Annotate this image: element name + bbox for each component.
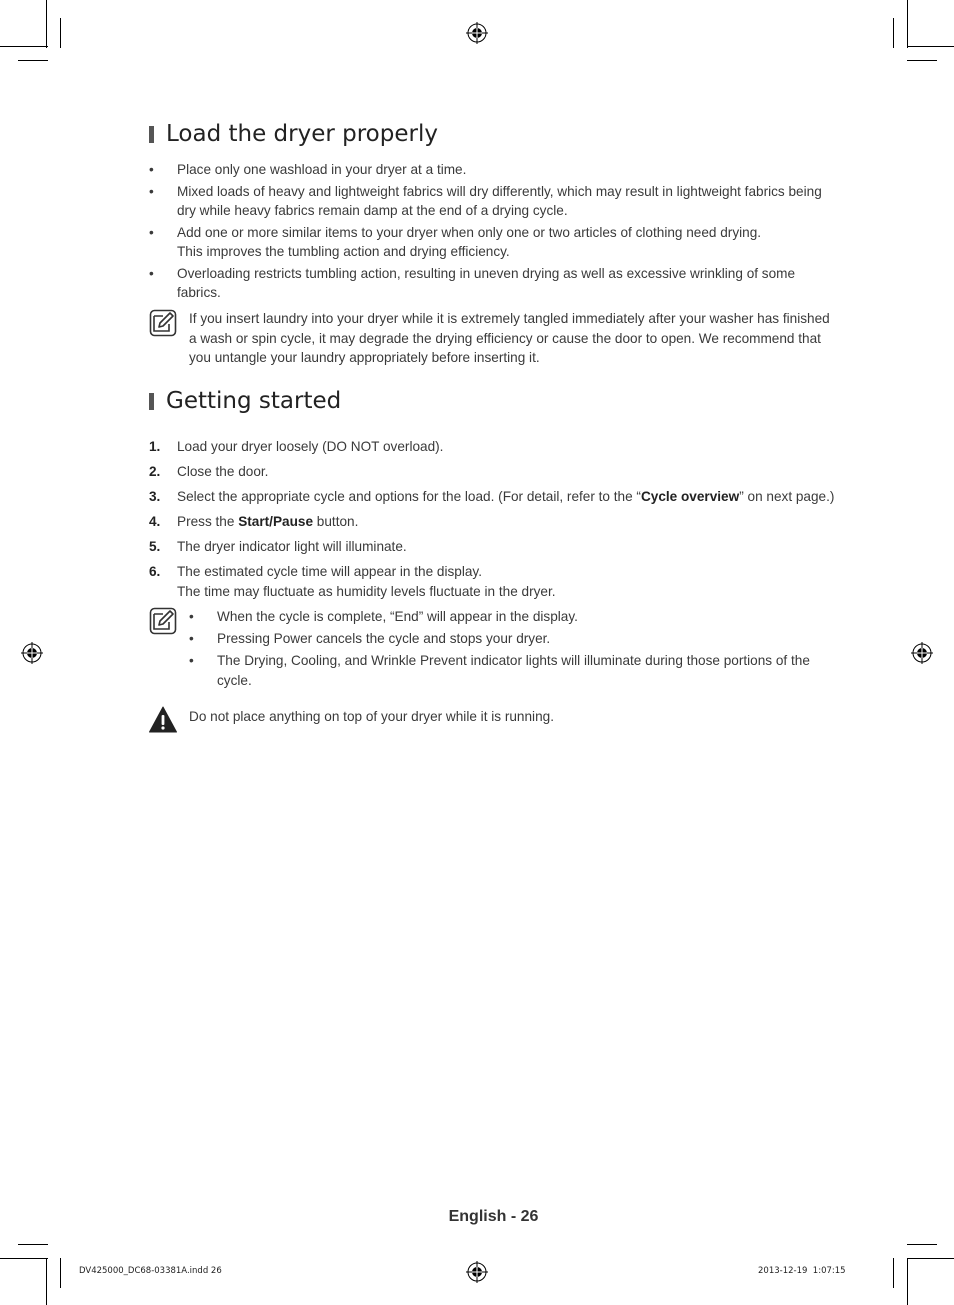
note-text: If you insert laundry into your dryer while it is extremely tangled immediately after your washer has finished a wash or spin cycle, it may degrade the drying efficiency or cause the door to open. We recommend that you untangle your laundry appropriately before inserting it.	[189, 311, 830, 365]
section-title-text: Load the dryer properly	[166, 121, 438, 147]
title-bar-marker	[149, 126, 154, 143]
warning-text: Do not place anything on top of your dryer while it is running.	[189, 709, 554, 724]
load-dryer-bullet-list	[149, 160, 839, 305]
crop-mark	[60, 1258, 61, 1288]
note-box	[149, 607, 839, 693]
section-title-text: Getting started	[166, 388, 342, 414]
note-pencil-icon	[149, 309, 177, 337]
note-bullet-list	[189, 607, 839, 693]
list-item: • Mixed loads of heavy and lightweight fabrics will dry differently, which may result in lightweight fabrics being dry while heavy fabrics remain damp at the end of a drying cycle.	[149, 183, 822, 218]
print-slug-right: 2013-12-19 ￼￼ 1:07:15	[758, 1266, 846, 1276]
step-item: 3. Select the appropriate cycle and options for the load. (For detail, refer to the “Cycle overview” on next page.)	[149, 489, 835, 504]
crop-mark	[18, 1244, 48, 1245]
crop-mark	[0, 1258, 48, 1259]
crop-mark	[907, 1258, 908, 1305]
list-item: • Pressing Power cancels the cycle and stops your dryer.	[189, 631, 551, 646]
step-item: 1. Load your dryer loosely (DO NOT overload).	[149, 439, 444, 454]
crop-mark	[46, 0, 47, 48]
crop-mark	[60, 18, 61, 48]
step-item: 4. Press the Start/Pause button.	[149, 514, 359, 529]
step-item: 5. The dryer indicator light will illuminate.	[149, 539, 407, 554]
warning-triangle-icon	[149, 706, 177, 734]
print-slug-left: DV425000_DC68-03381A.indd 26	[79, 1266, 222, 1276]
crop-mark	[907, 60, 937, 61]
section-title-load-dryer	[149, 121, 438, 147]
warning-box	[149, 706, 839, 734]
list-item: • Overloading restricts tumbling action, resulting in uneven drying as well as excessive wrinkling of some fabrics.	[149, 265, 796, 300]
crop-mark	[18, 60, 48, 61]
note-box	[149, 309, 839, 368]
cycle-overview-ref: Cycle overview	[640, 489, 740, 504]
registration-mark-icon	[21, 642, 43, 664]
crop-mark	[0, 46, 48, 47]
getting-started-steps	[149, 437, 839, 607]
start-pause-ref: Start/Pause	[238, 514, 314, 529]
section-title-getting-started	[149, 388, 341, 414]
registration-mark-icon	[466, 1261, 488, 1283]
list-item: • Add one or more similar items to your dryer when only one or two articles of clothing need drying. This improves the tumbling action and drying efficiency.	[149, 224, 762, 259]
crop-mark	[46, 1258, 47, 1305]
crop-mark	[893, 18, 894, 48]
list-item: • Place only one washload in your dryer at a time.	[149, 162, 467, 177]
step-item: 6. The estimated cycle time will appear in the display. The time may fluctuate as humidity levels fluctuate in the dryer.	[149, 564, 556, 599]
crop-mark	[907, 46, 954, 47]
note-pencil-icon	[149, 607, 177, 635]
page-number: English - 26	[448, 1208, 539, 1225]
registration-mark-icon	[911, 642, 933, 664]
title-bar-marker	[149, 393, 154, 410]
list-item: • The Drying, Cooling, and Wrinkle Prevent indicator lights will illuminate during those portions of the cycle.	[189, 653, 810, 688]
crop-mark	[907, 1258, 954, 1259]
crop-mark	[907, 1244, 937, 1245]
list-item: • When the cycle is complete, “End” will appear in the display.	[189, 609, 578, 624]
crop-mark	[893, 1258, 894, 1288]
crop-mark	[907, 0, 908, 48]
registration-mark-icon	[466, 22, 488, 44]
step-item: 2. Close the door.	[149, 464, 269, 479]
